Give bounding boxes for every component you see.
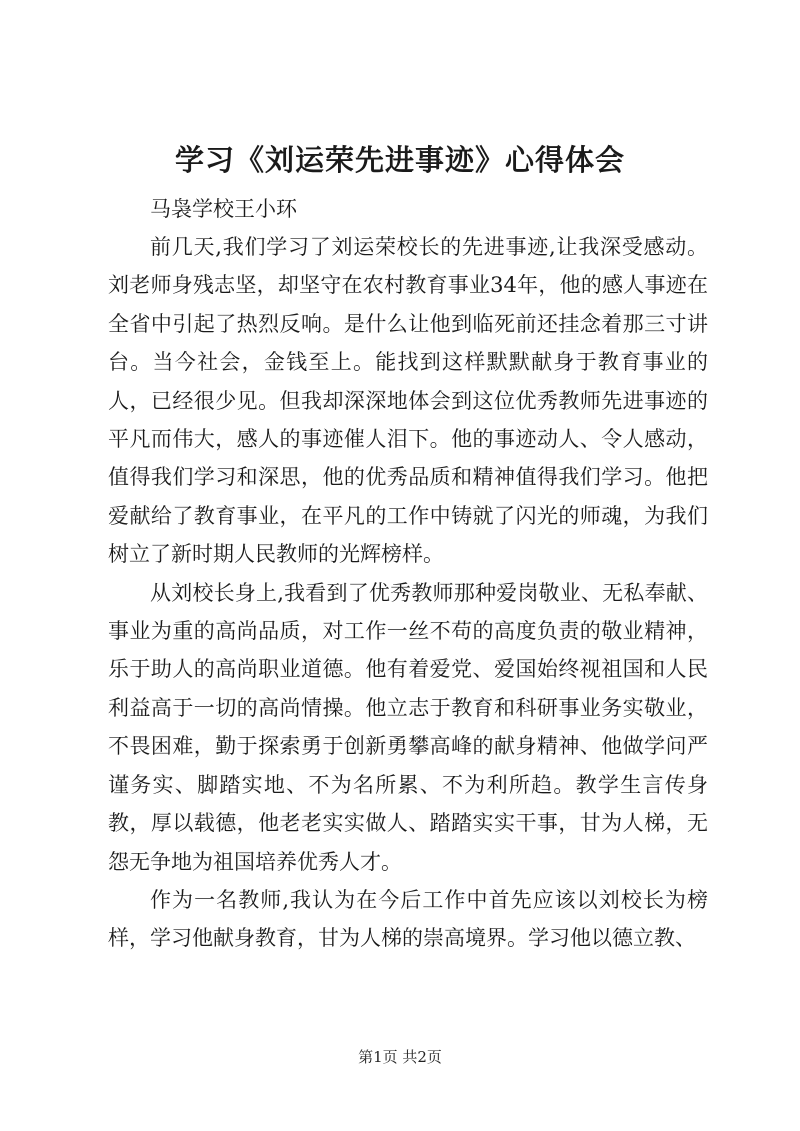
paragraph-1: 前几天,我们学习了刘运荣校长的先进事迹,让我深受感动。刘老师身残志坚，却坚守在农村教育事业34年，他的感人事迹在全省中引起了热烈反响。是什么让他到临死前还挂念着那三寸讲台。当今社会，金钱至上。能找到这样默默献身于教育事业的人，已经很少见。但我却深深地体会到这位优秀教师先进事迹的平凡而伟大，感人的事迹催人泪下。他的事迹动人、令人感动，值得我们学习和深思，他的优秀品质和精神值得我们学习。他把爱献给了教育事业，在平凡的工作中铸就了闪光的师魂，为我们树立了新时期人民教师的光辉榜样。 bbox=[108, 235, 708, 567]
paragraph-2: 从刘校长身上,我看到了优秀教师那种爱岗敬业、无私奉献、事业为重的高尚品质，对工作一丝不苟的高度负责的敬业精神，乐于助人的高尚职业道德。他有着爱党、爱国始终视祖国和人民利益高于一切的高尚情操。他立志于教育和科研事业务实敬业，不畏困难，勤于探索勇于创新勇攀高峰的献身精神、他做学问严谨务实、脚踏实地、不为名所累、不为利所趋。教学生言传身教，厚以载德，他老老实实做人、踏踏实实干事，甘为人梯，无怨无争地为祖国培养优秀人才。 bbox=[108, 580, 708, 874]
document-title: 学习《刘运荣先进事迹》心得体会 bbox=[174, 143, 625, 177]
document-body bbox=[108, 228, 708, 958]
author-line: 马袅学校王小环 bbox=[150, 197, 297, 221]
paragraph-3: 作为一名教师,我认为在今后工作中首先应该以刘校长为榜样，学习他献身教育，甘为人梯的崇高境界。学习他以德立教、 bbox=[108, 887, 708, 951]
page-footer: 第1页 共2页 bbox=[358, 1048, 442, 1066]
